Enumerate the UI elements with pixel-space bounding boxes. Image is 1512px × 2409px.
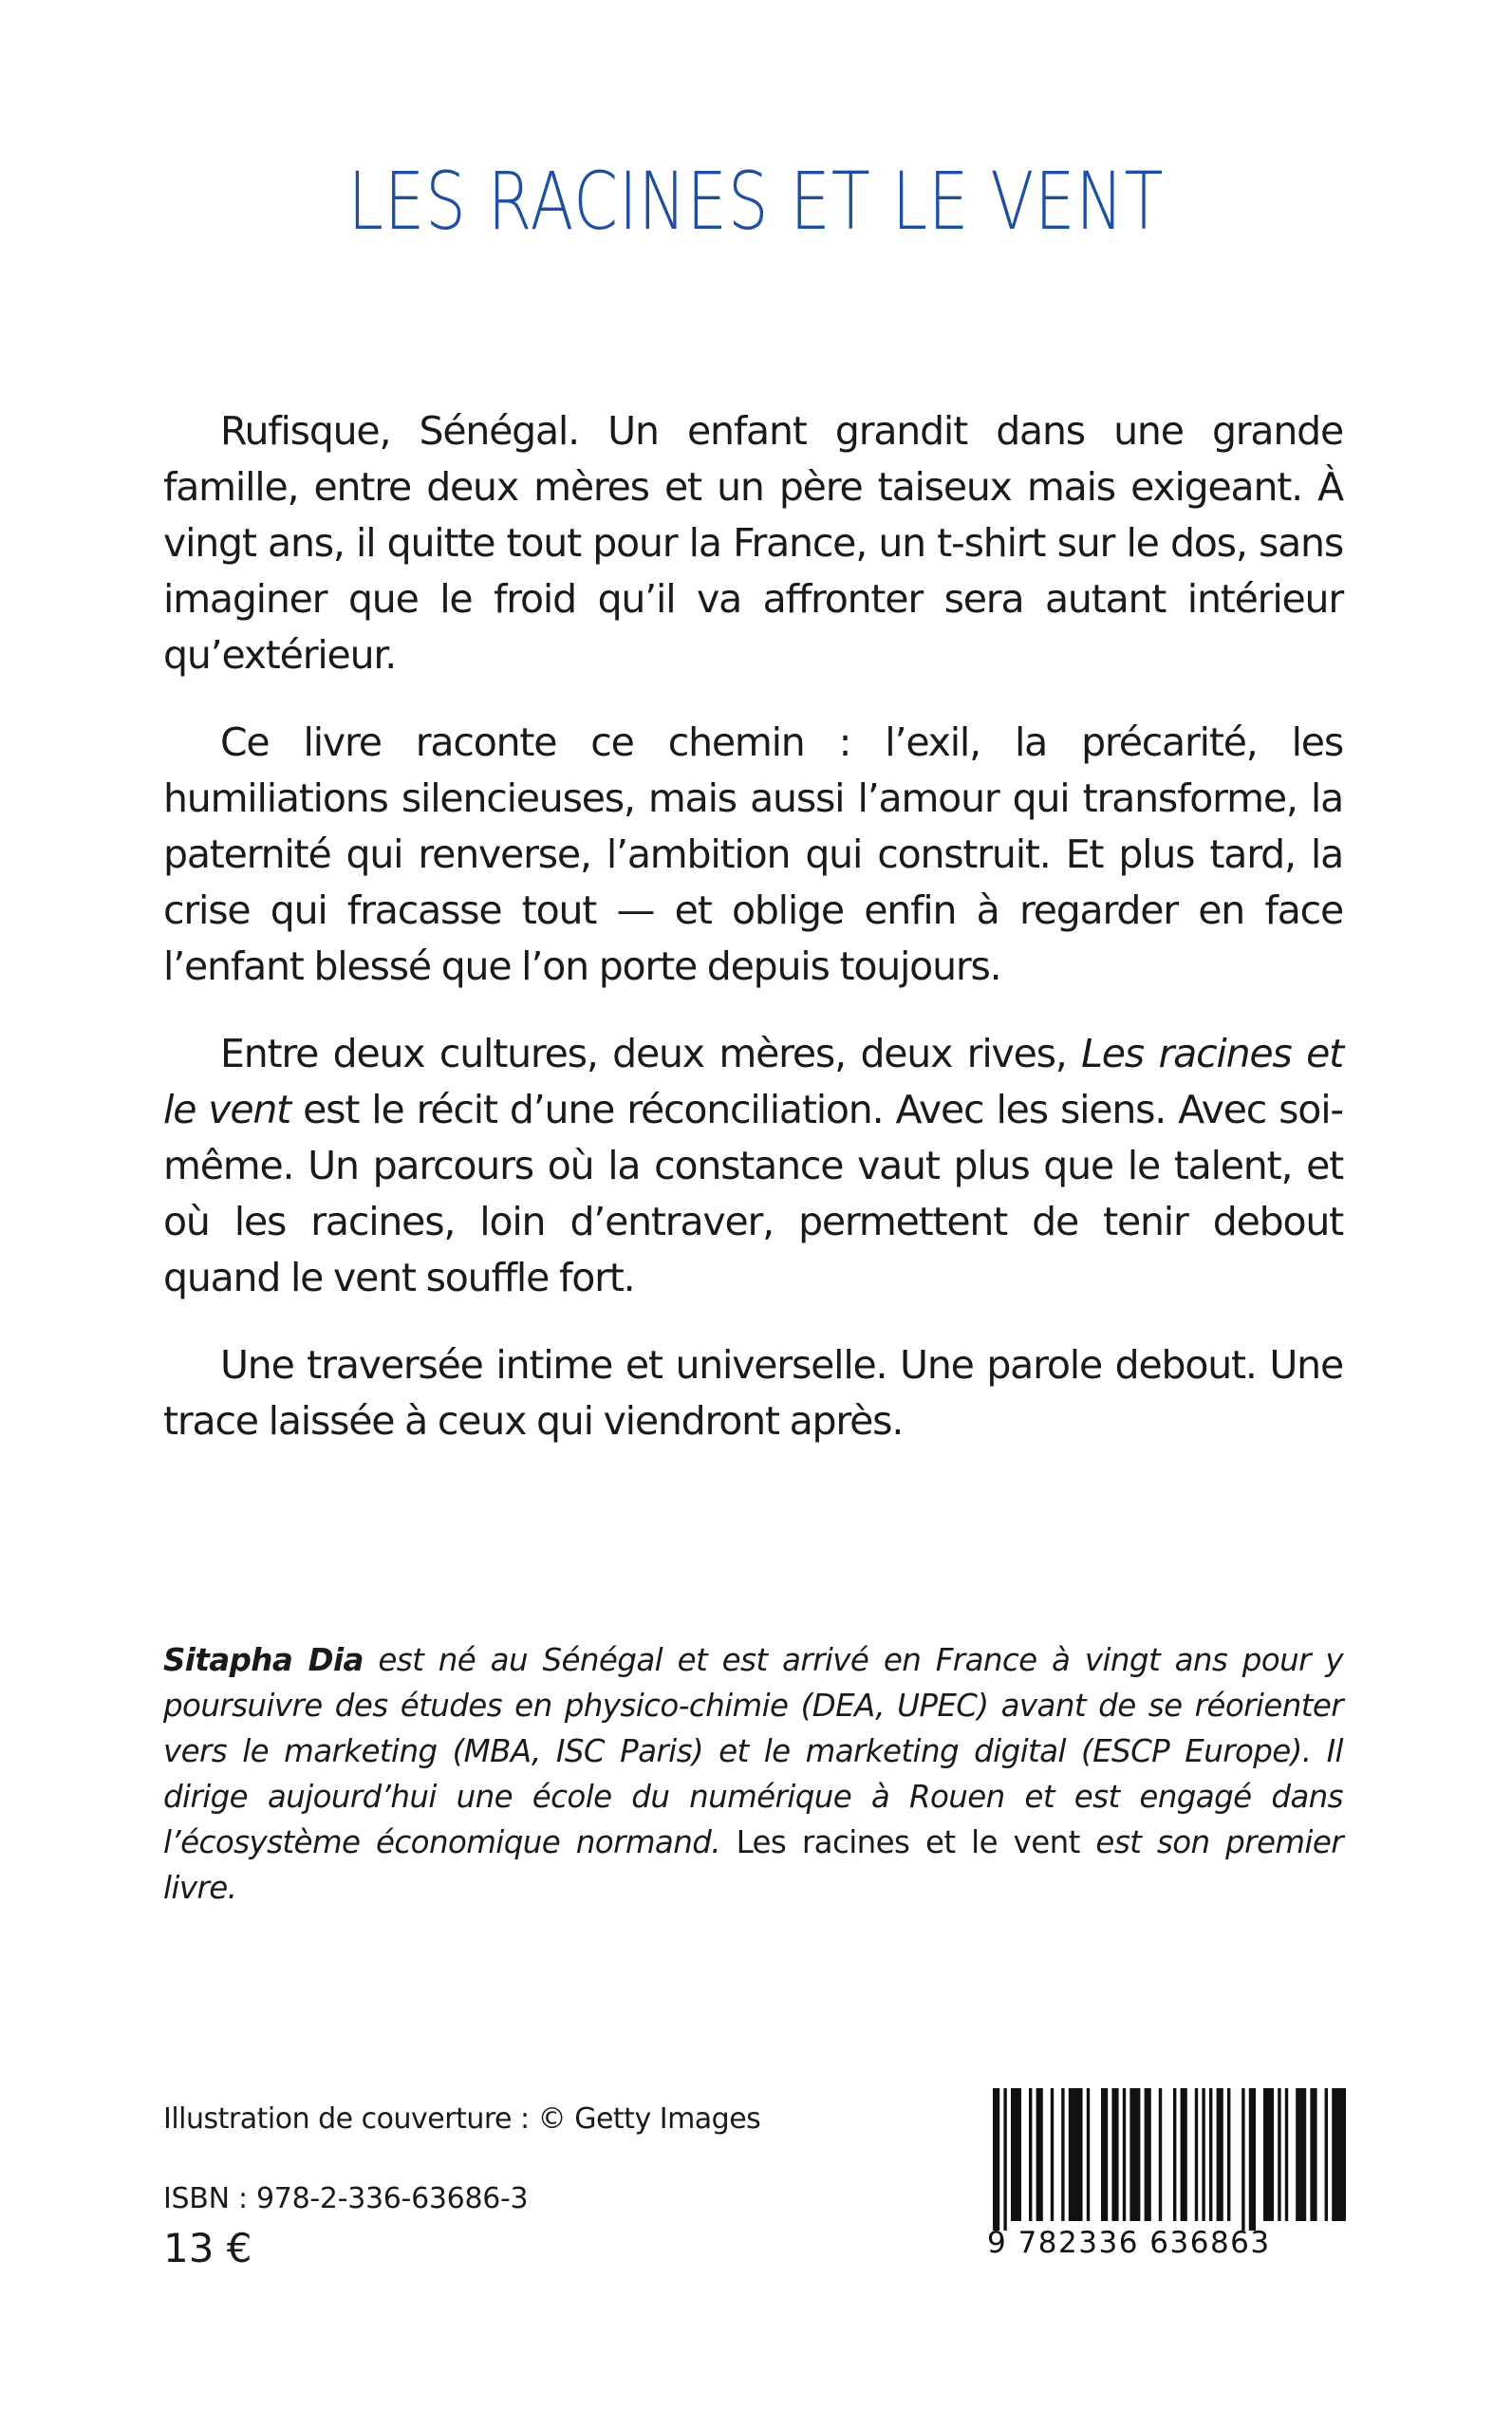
author-name: Sitapha Dia [163,1642,364,1678]
author-bio-tail: est son premier livre. [163,1824,1343,1906]
blurb-paragraph-4: Une traversée intime et universelle. Une parole debout. Une trace laissée à ceux qui viendront après. [163,1342,1343,1444]
blurb-paragraph-3-lead: Entre deux cultures, deux mères, deux rives, [220,1031,1082,1076]
blurb-paragraph-1: Rufisque, Sénégal. Un enfant grandit dans une grande famille, entre deux mères et un père taiseux mais exigeant. À vingt ans, il quitte tout pour la France, un t-shirt sur le dos, sans imaginer que le froid qu’il va affronter sera autant intérieur qu’extérieur. [163,408,1343,678]
author-bio-text: est né au Sénégal et est arrivé en France à vingt ans pour y poursuivre des études en physico-chimie (DEA, UPEC) avant de se réorienter vers le marketing (MBA, ISC Paris) et le marketing digital (ESCP Europe). Il dirige aujourd’hui une école du numérique à Rouen et est engagé dans l’écosystème économique normand. [163,1642,1343,1860]
bio-book-title: Les racines et le vent [736,1824,1080,1860]
isbn: ISBN : 978-2-336-63686-3 [163,2182,529,2215]
illustration-credit: Illustration de couverture : © Getty Images [163,2102,761,2136]
blurb [163,403,1343,1481]
blurb-paragraph-3-rest: est le récit d’une réconciliation. Avec les siens. Avec soi-même. Un parcours où la constance vaut plus que le talent, et où les racines, loin d’entraver, permettent de tenir debout quand le vent souffle fort. [163,1087,1343,1300]
barcode-digits: 9 782336 636863 [987,2226,1271,2260]
blurb-paragraph-2: Ce livre raconte ce chemin : l’exil, la précarité, les humiliations silencieuses, mais aussi l’amour qui transforme, la paternité qui renverse, l’ambition qui construit. Et plus tard, la crise qui fracasse tout — et oblige enfin à regarder en face l’enfant blessé que l’on porte depuis toujours. [163,719,1343,989]
blurb-paragraph-3 [163,1026,1343,1306]
book-title: LES RACINES ET LE VENT [347,155,1165,248]
blurb-book-title: Les racines et le vent [163,1031,1344,1132]
author-bio [163,1637,1343,1911]
price: 13 € [163,2225,252,2271]
